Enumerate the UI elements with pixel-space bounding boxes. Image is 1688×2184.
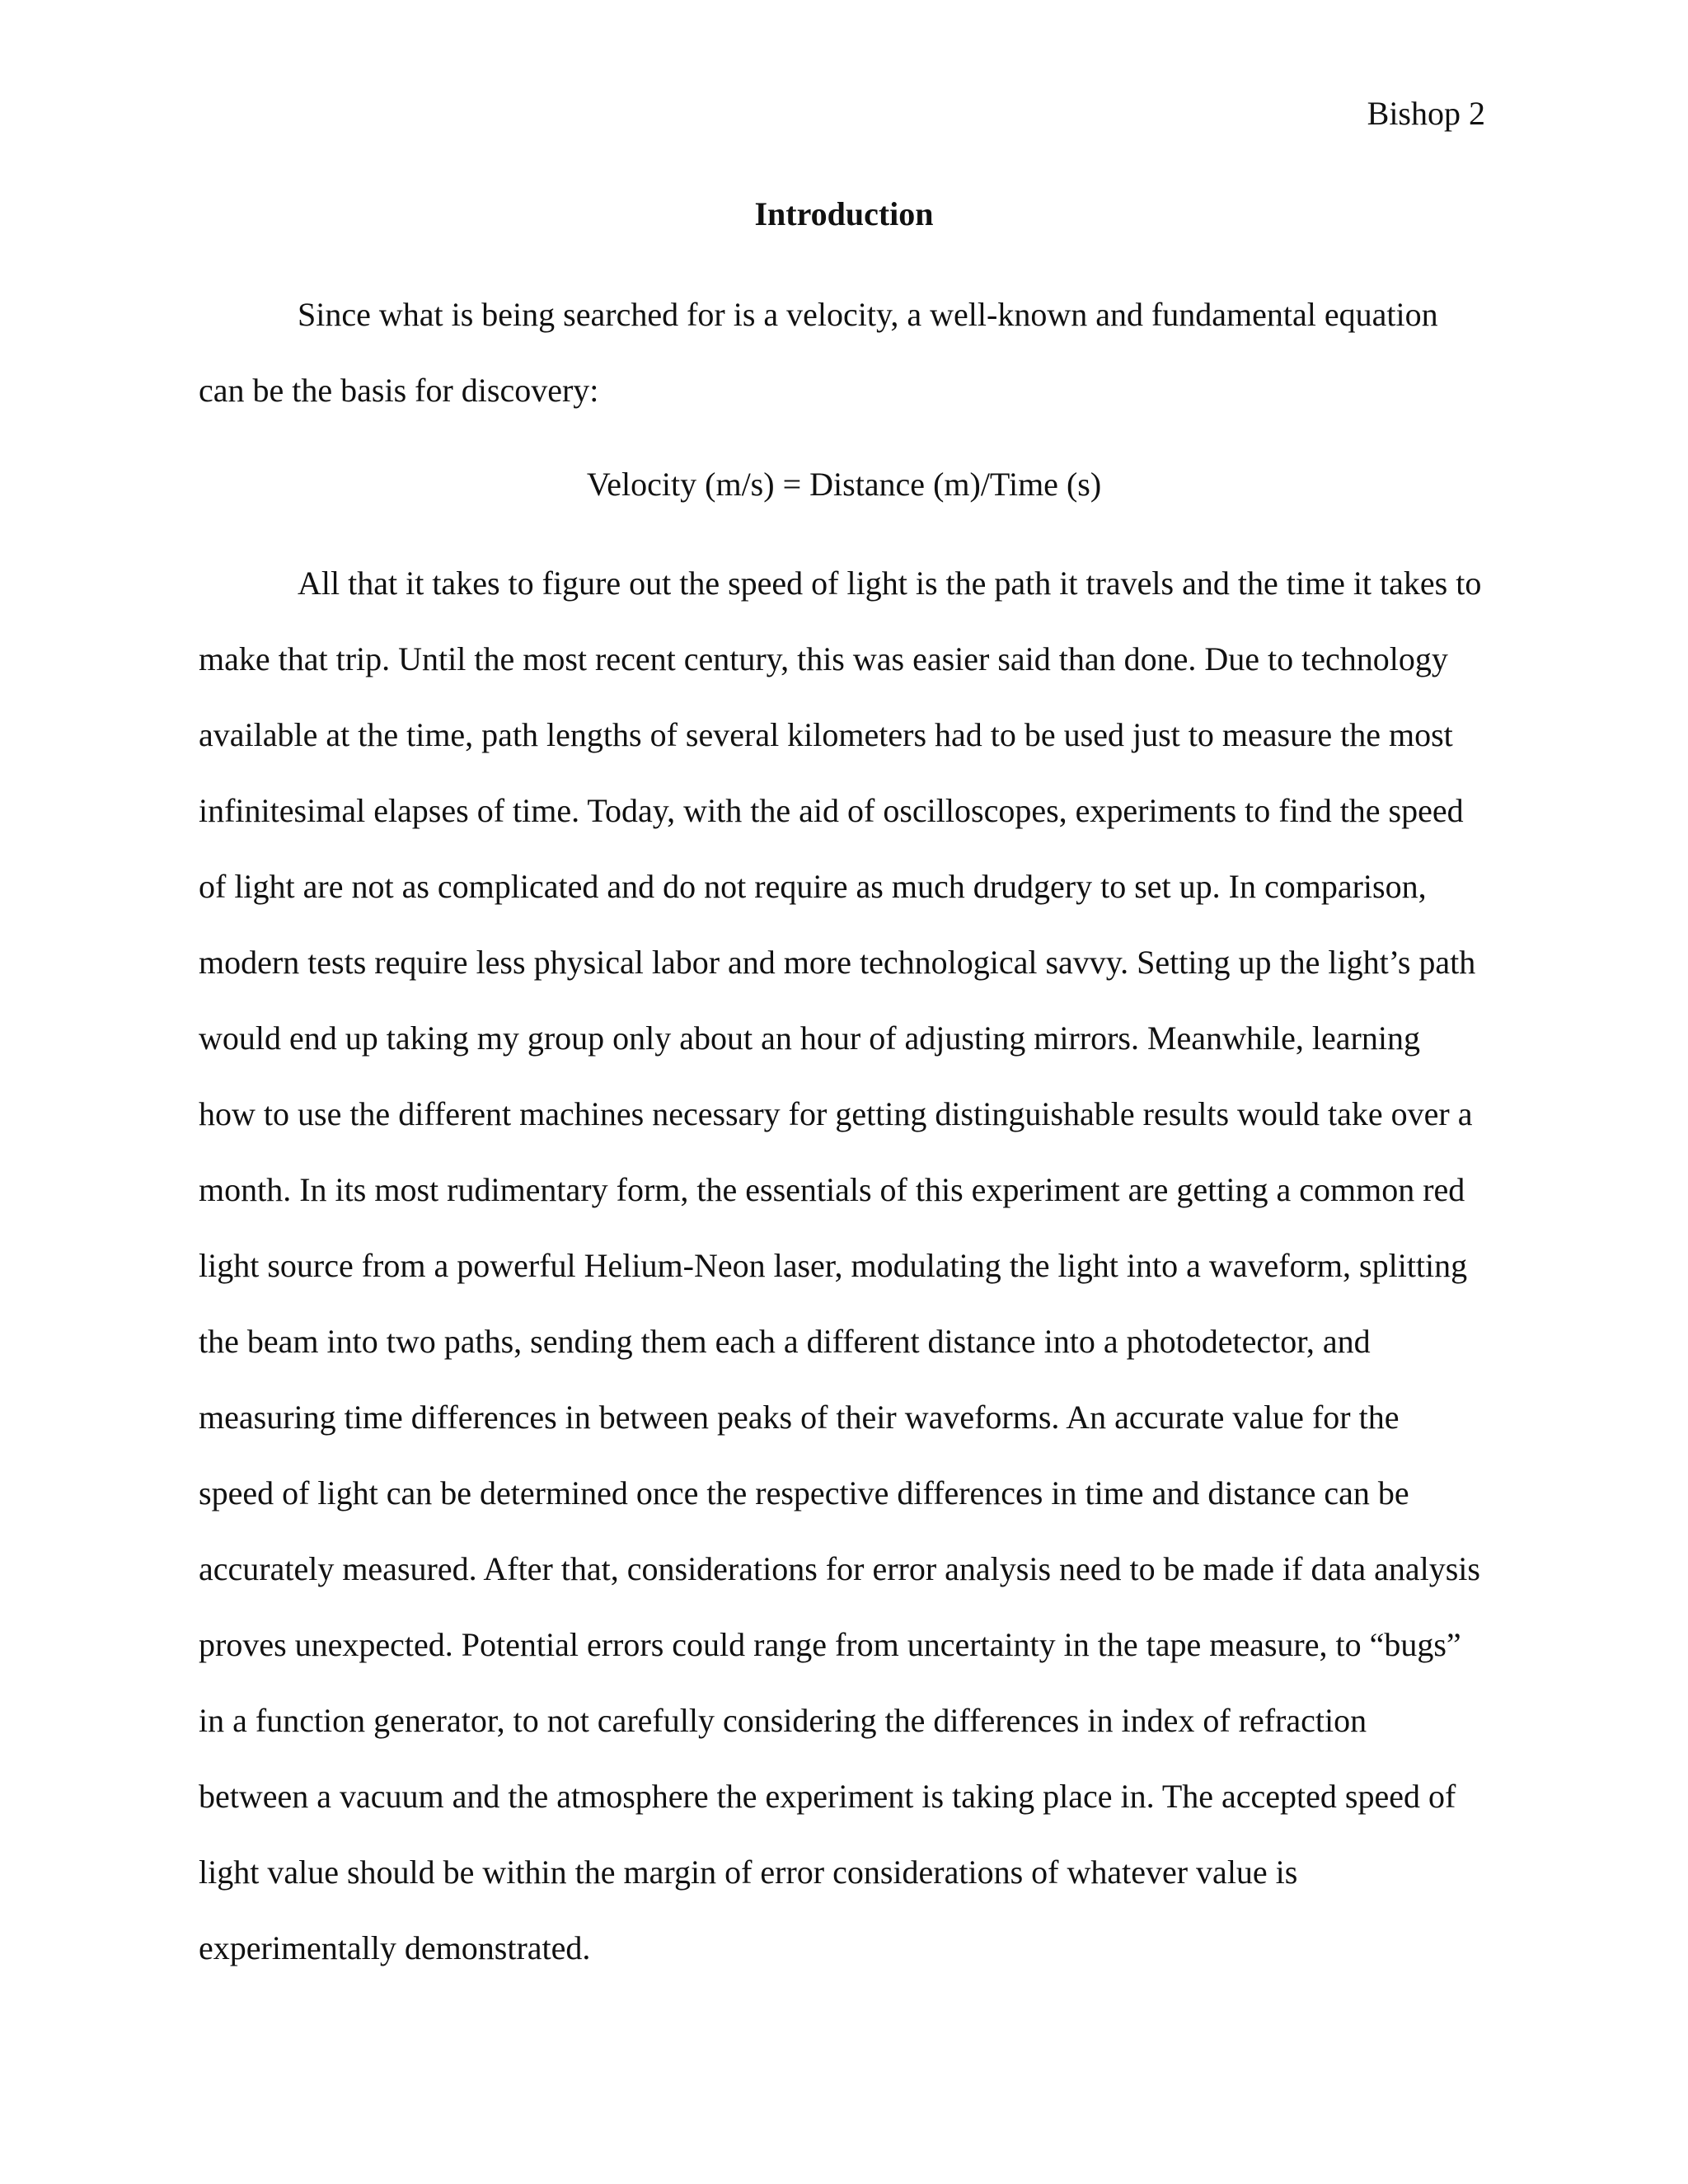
paragraph-line: proves unexpected. Potential errors could range from uncertainty in the tape measure, to “bugs” xyxy=(199,1626,1461,1663)
velocity-equation: Velocity (m/s) = Distance (m)/Time (s) xyxy=(586,466,1102,503)
paragraph-line: experimentally demonstrated. xyxy=(199,1929,591,1966)
paragraph-line: All that it takes to figure out the speed of light is the path it travels and the time it takes to xyxy=(298,565,1482,602)
paragraph-line: available at the time, path lengths of several kilometers had to be used just to measure the most xyxy=(199,716,1453,753)
main-paragraph xyxy=(199,546,1501,1986)
paragraph-line: infinitesimal elapses of time. Today, with the aid of oscilloscopes, experiments to find the speed xyxy=(199,792,1464,829)
paragraph-line: light source from a powerful Helium-Neon laser, modulating the light into a waveform, splitting xyxy=(199,1247,1468,1284)
paragraph-line: in a function generator, to not carefully considering the differences in index of refraction xyxy=(199,1702,1367,1739)
paragraph-line: of light are not as complicated and do not require as much drudgery to set up. In comparison, xyxy=(199,868,1427,905)
paragraph-line: make that trip. Until the most recent century, this was easier said than done. Due to technology xyxy=(199,640,1448,677)
paragraph-line: can be the basis for discovery: xyxy=(199,372,599,409)
running-head: Bishop 2 xyxy=(1367,95,1485,132)
paragraph-line: Since what is being searched for is a velocity, a well-known and fundamental equation xyxy=(298,296,1438,333)
paragraph-line: month. In its most rudimentary form, the essentials of this experiment are getting a common red xyxy=(199,1171,1465,1208)
paragraph-line: the beam into two paths, sending them each a different distance into a photodetector, and xyxy=(199,1323,1371,1360)
paragraph-line: light value should be within the margin of error considerations of whatever value is xyxy=(199,1854,1298,1891)
paragraph-line: accurately measured. After that, considerations for error analysis need to be made if data analysis xyxy=(199,1550,1480,1587)
paragraph-line: measuring time differences in between peaks of their waveforms. An accurate value for the xyxy=(199,1399,1400,1436)
paragraph-line: would end up taking my group only about an hour of adjusting mirrors. Meanwhile, learning xyxy=(199,1019,1420,1057)
intro-paragraph xyxy=(199,277,1501,429)
paragraph-line: speed of light can be determined once the respective differences in time and distance can be xyxy=(199,1474,1409,1511)
section-title: Introduction xyxy=(754,195,934,232)
paragraph-line: modern tests require less physical labor and more technological savvy. Setting up the light’s path xyxy=(199,944,1476,981)
paragraph-line: how to use the different machines necessary for getting distinguishable results would take over a xyxy=(199,1095,1473,1132)
paragraph-line: between a vacuum and the atmosphere the experiment is taking place in. The accepted speed of xyxy=(199,1778,1456,1815)
